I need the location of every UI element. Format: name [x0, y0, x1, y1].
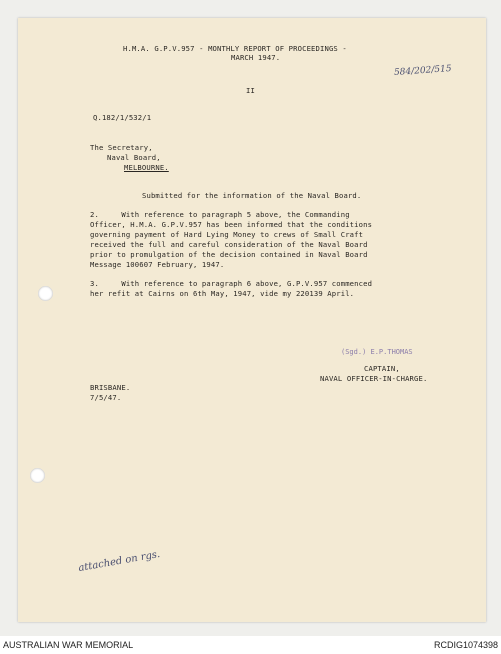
report-month: MARCH 1947.: [231, 53, 281, 62]
paragraph-line: 2. With reference to paragraph 5 above, the Commanding: [90, 210, 350, 219]
report-title: H.M.A. G.P.V.957 - MONTHLY REPORT OF PROCEEDINGS -: [123, 44, 347, 53]
punch-hole-upper: [38, 286, 53, 301]
paragraph-line: Message 100607 February, 1947.: [90, 260, 225, 269]
signatory-title: NAVAL OFFICER-IN-CHARGE.: [320, 374, 428, 383]
file-reference: Q.182/1/532/1: [93, 113, 152, 122]
handwritten-file-ref: 584/202/515: [393, 64, 452, 78]
footer-institution: AUSTRALIAN WAR MEMORIAL: [3, 640, 134, 650]
handwritten-note: attached on rgs.: [77, 548, 161, 575]
document-page: [18, 18, 486, 622]
paragraph-line: 3. With reference to paragraph 6 above, G.P.V.957 commenced: [90, 279, 373, 288]
paragraph-line: received the full and careful consideration of the Naval Board: [90, 240, 368, 249]
paragraph-line: her refit at Cairns on 6th May, 1947, vide my 220139 April.: [90, 289, 355, 298]
section-number: II: [246, 86, 255, 95]
date: 7/5/47.: [90, 393, 122, 402]
signature-stamp: (Sgd.) E.P.THOMAS: [341, 348, 413, 356]
punch-hole-lower: [30, 468, 45, 483]
paragraph-line: prior to promulgation of the decision contained in Naval Board: [90, 250, 368, 259]
intro-statement: Submitted for the information of the Naval Board.: [142, 191, 362, 200]
footer-record-id: RCDIG1074398: [433, 640, 498, 650]
paragraph-line: governing payment of Hard Lying Money to crews of Small Craft: [90, 230, 364, 239]
paragraph-line: Officer, H.M.A. G.P.V.957 has been informed that the conditions: [90, 220, 373, 229]
signatory-rank: CAPTAIN,: [364, 364, 400, 373]
place: BRISBANE.: [90, 383, 131, 392]
address-line-1: The Secretary,: [90, 143, 153, 152]
address-line-2: Naval Board,: [107, 153, 161, 162]
address-line-3: MELBOURNE.: [124, 163, 169, 172]
